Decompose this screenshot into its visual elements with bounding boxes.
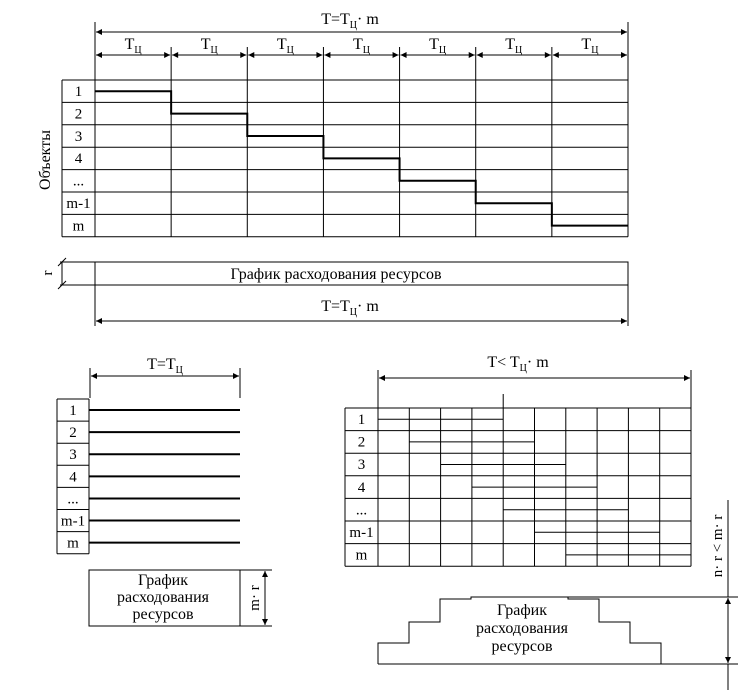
row-label: 2 bbox=[69, 425, 77, 442]
cycle-label: $T_Ц$ bbox=[429, 36, 447, 56]
resource-usage-label-line1: График bbox=[137, 572, 189, 589]
resource-height-label: r bbox=[40, 270, 56, 276]
objects-axis-title: Объекты bbox=[37, 130, 54, 190]
cycle-label: $T_Ц$ bbox=[200, 36, 218, 56]
cycle-dimensions bbox=[96, 36, 627, 80]
cycle-label: $T_Ц$ bbox=[124, 36, 142, 56]
row-label: 1 bbox=[69, 403, 77, 419]
overlapped-schedule-diagram bbox=[345, 354, 738, 690]
row-label: ... bbox=[72, 173, 85, 190]
resource-usage-label: График расходования ресурсов bbox=[230, 266, 442, 283]
row-label: 3 bbox=[74, 128, 83, 145]
bottom-total-label: $T=T_Ц\cdot m$ bbox=[321, 298, 379, 318]
resource-usage-label-line2: расходования bbox=[476, 620, 568, 637]
resource-usage-label-line2: расходования bbox=[117, 589, 209, 606]
row-label: ... bbox=[355, 502, 368, 519]
resource-usage-label-line3: ресурсов bbox=[132, 606, 194, 623]
resource-usage-label-line3: ресурсов bbox=[491, 638, 553, 655]
row-label: 1 bbox=[74, 84, 83, 100]
sequential-schedule-diagram bbox=[37, 11, 628, 326]
row-label: 1 bbox=[357, 412, 366, 428]
row-label: 4 bbox=[357, 479, 366, 496]
row-label: m bbox=[355, 547, 368, 564]
resource-height-label: m· r bbox=[247, 585, 263, 611]
object-row-labels bbox=[61, 403, 85, 552]
row-label: 3 bbox=[357, 457, 366, 474]
object-row-labels bbox=[349, 412, 373, 564]
row-label: m bbox=[67, 535, 79, 552]
cycle-label: $T_Ц$ bbox=[581, 36, 599, 56]
cycle-label: $T_Ц$ bbox=[276, 36, 294, 56]
row-label: 3 bbox=[69, 447, 77, 464]
total-duration-label: $T< T_Ц\cdot m$ bbox=[487, 354, 549, 374]
object-row-labels bbox=[66, 84, 90, 234]
parallel-schedule-diagram bbox=[57, 356, 272, 626]
row-label: m-1 bbox=[60, 513, 86, 530]
total-duration-label: $T=T_Ц\cdot m$ bbox=[321, 11, 379, 31]
total-duration-label: $T=T_Ц$ bbox=[147, 356, 183, 376]
row-label: m-1 bbox=[66, 196, 91, 212]
row-label: 4 bbox=[74, 151, 83, 168]
row-label: 4 bbox=[69, 469, 77, 486]
cycle-label: $T_Ц$ bbox=[505, 36, 523, 56]
row-label: 2 bbox=[74, 106, 83, 123]
objects-grid bbox=[345, 394, 691, 566]
resource-height-label: n· r < m· r bbox=[710, 514, 726, 578]
row-label: m bbox=[72, 218, 85, 235]
cycle-label: $T_Ц$ bbox=[352, 36, 371, 56]
row-label: 2 bbox=[357, 434, 366, 451]
parallel-execution-lines bbox=[89, 410, 240, 543]
sequential-execution-line bbox=[95, 91, 628, 225]
row-label: m-1 bbox=[349, 525, 374, 541]
resource-usage-label-line1: График bbox=[496, 602, 548, 619]
row-label: ... bbox=[67, 491, 79, 508]
